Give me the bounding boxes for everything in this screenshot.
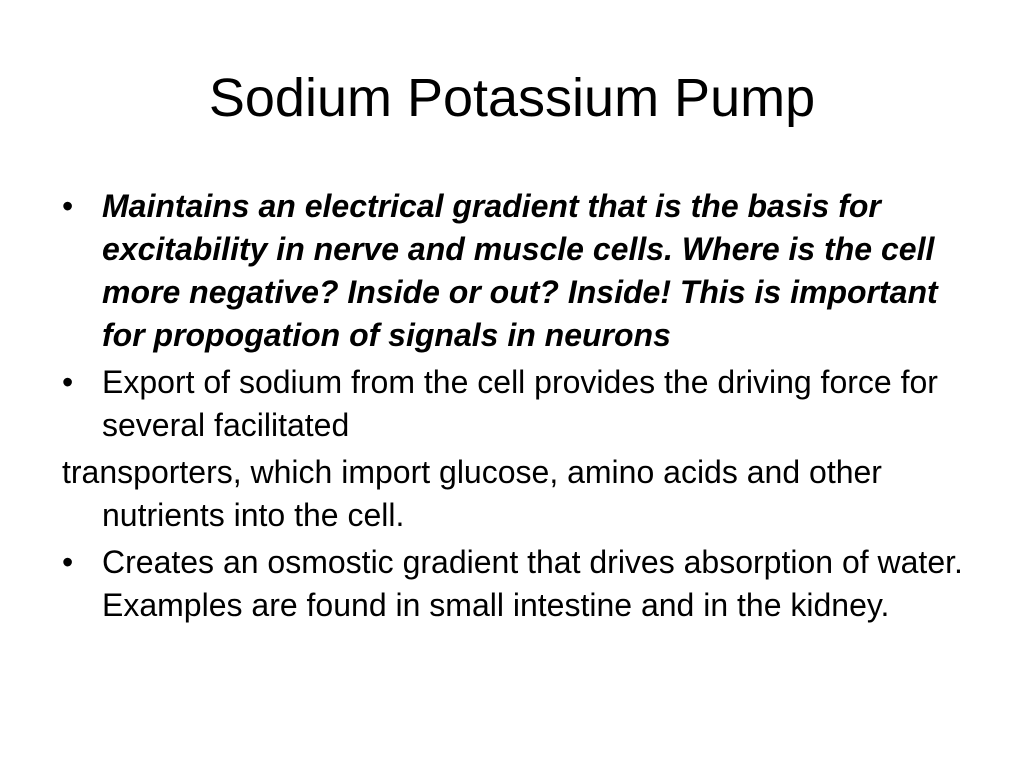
bullet-marker: • — [62, 188, 74, 224]
slide-body — [62, 185, 972, 627]
bullet-text: Creates an osmostic gradient that drives absorption of water. Examples are found in small intestine and in the kidney. — [102, 544, 963, 623]
bullet-item-electrical-gradient — [62, 185, 972, 357]
bullet-item-sodium-export — [62, 361, 972, 447]
bullet-text: Export of sodium from the cell provides the driving force for several facilitated — [102, 364, 938, 443]
paragraph-continuation: transporters, which import glucose, amino acids and other nutrients into the cell. — [62, 454, 882, 533]
bullet-item-osmotic-gradient — [62, 541, 972, 627]
bullet-marker: • — [62, 364, 74, 400]
bullet-text: Maintains an electrical gradient that is the basis for excitability in nerve and muscle cells. Where is the cell more negative? Inside or out? Inside! This is important for propogation of signals in neurons — [102, 188, 938, 353]
slide-title: Sodium Potassium Pump — [208, 68, 816, 128]
bullet-marker: • — [62, 544, 74, 580]
